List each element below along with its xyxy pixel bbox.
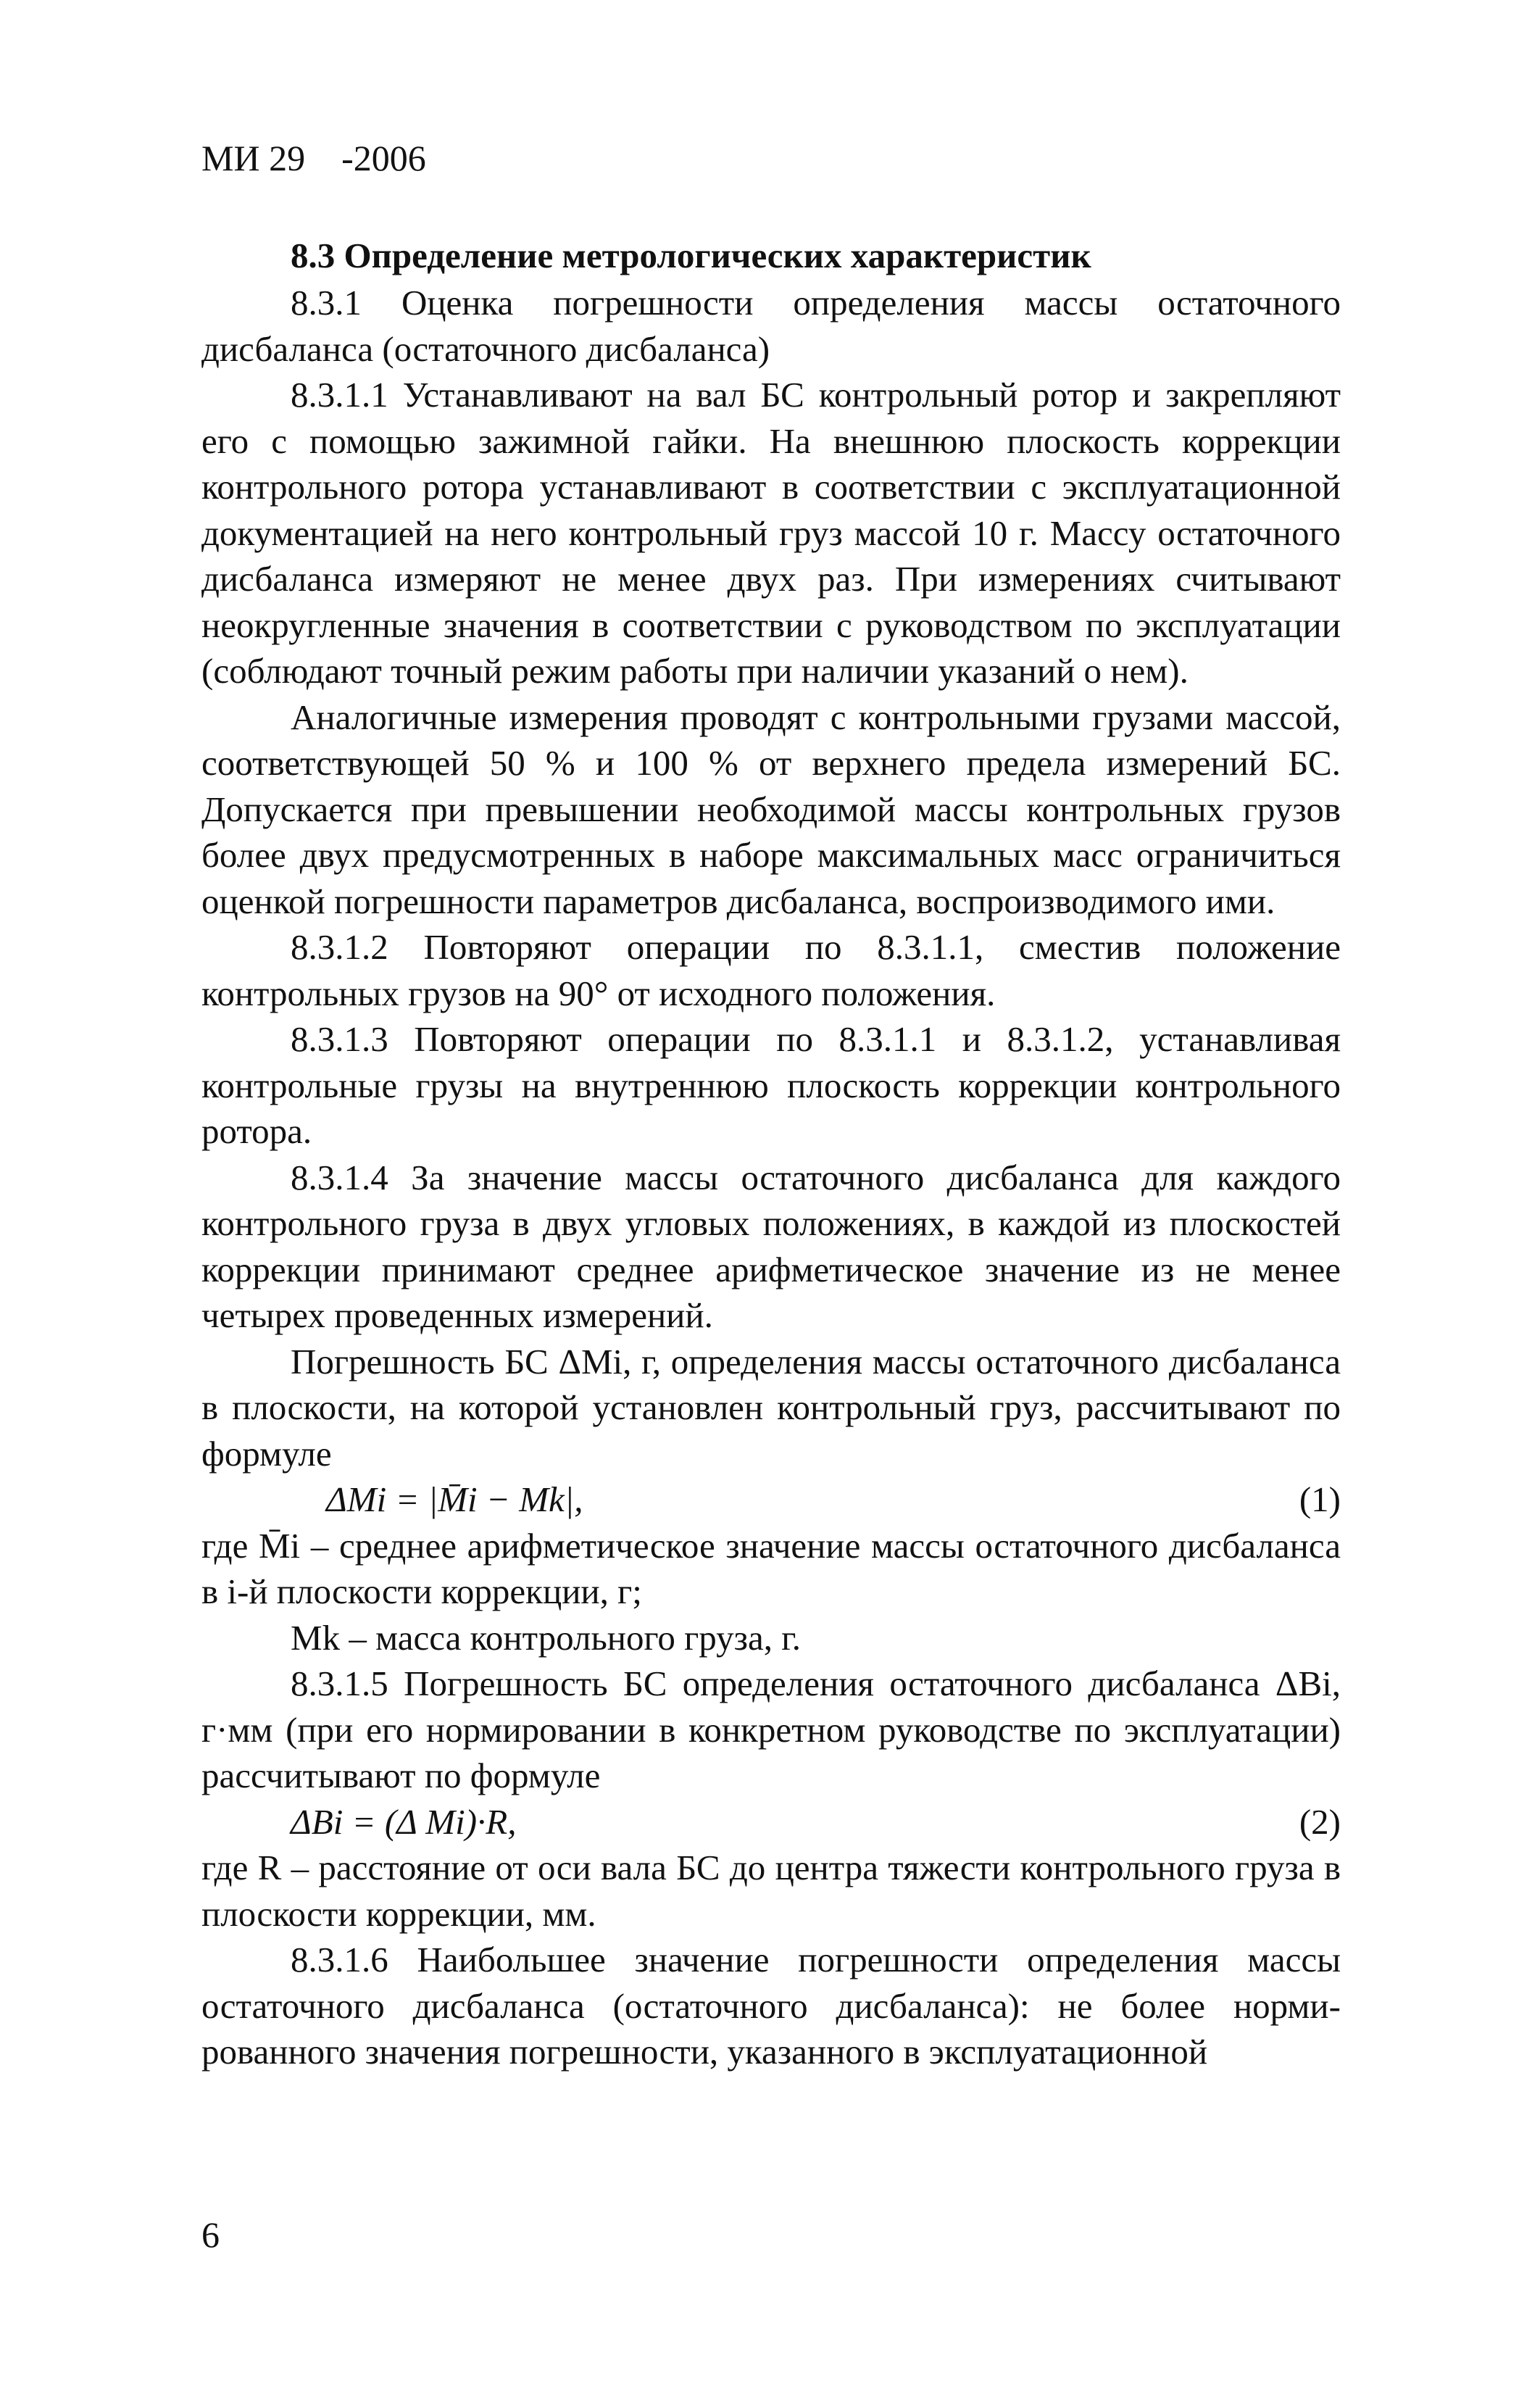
paragraph-8-3-1-5: 8.3.1.5 Погрешность БС определения остаточного дисбаланса ΔBi, г·мм (при его нормировании в конкретном руководстве по эксплуатации) рассчитывают по формуле: [201, 1663, 1341, 1795]
paragraph-8-3-1-4: 8.3.1.4 За значение массы остаточного дисбаланса для каждого контрольного груза в двух угловых положениях, в каждой из плоскостей коррекции принимают среднее арифметическое значение из не менее четырех проведенных измерений.: [201, 1157, 1341, 1335]
paragraph-8-3-1-1: 8.3.1.1 Устанавливают на вал БС контрольный ротор и закрепляют его с помощью зажимной гайки. На внешнюю плоскость коррекции контрольного ротора устанавливают в соответствии с эксплуатационной документацией на него контрольный груз массой 10 г. Массу остаточного дисбаланса измеряют не менее двух раз. При измерениях считывают неокругленные значения в соответствии с руководством по эксплуатации (соблюдают точный режим работы при наличии указаний о нем).: [201, 375, 1341, 691]
formula-1-number: (1): [1299, 1479, 1341, 1519]
paragraph-error-intro: Погрешность БС ΔMi, г, определения массы остаточного дисбаланса в плоскости, на которой установлен контрольный груз, рассчитывают по формуле: [201, 1341, 1341, 1474]
formula-2: [201, 1799, 1341, 1845]
formula-2-expression: ΔBi = (Δ Mi)·R,: [291, 1801, 517, 1842]
page-number: 6: [201, 2214, 220, 2255]
paragraph-mk-definition: Mk – масса контрольного груза, г.: [291, 1617, 802, 1658]
formula-1-expression: ΔMi = |M̄i − Mk|,: [326, 1479, 583, 1519]
paragraph-8-3-1: 8.3.1 Оценка погрешности определения массы остаточного дисбаланса (остаточного дисбаланса): [201, 283, 1341, 369]
body-text: [201, 232, 1341, 2075]
paragraph-8-3-1-6: 8.3.1.6 Наибольшее значение погрешности определения массы остаточного дисбаланса (остаточного дисбаланса): не более нормированного значения погрешности, указанного в эксплуатационной: [201, 1940, 1341, 2072]
paragraph-8-3-1-2: 8.3.1.2 Повторяют операции по 8.3.1.1, сместив положение контрольных грузов на 90° от исходного положения.: [201, 927, 1341, 1013]
formula-1: [201, 1476, 1341, 1523]
formula-2-number: (2): [1299, 1801, 1341, 1842]
paragraph-where-r: где R – расстояние от оси вала БС до центра тяжести контрольного груза в плоскости коррекции, мм.: [201, 1848, 1341, 1934]
paragraph-analogous-measurements: Аналогичные измерения проводят с контрольными грузами массой, соответствующей 50 % и 100 % от верхнего предела измерений БС. Допускается при превышении необходимой массы контрольных грузов более двух предусмотренных в наборе максимальных масс ограничиться оценкой погрешности параметров дисбаланса, воспроизводимого ими.: [201, 697, 1341, 921]
document-header: МИ 29 -2006: [201, 138, 426, 178]
section-title: 8.3 Определение метрологических характеристик: [291, 236, 1091, 275]
paragraph-8-3-1-3: 8.3.1.3 Повторяют операции по 8.3.1.1 и 8.3.1.2, устанавливая контрольные грузы на внутреннюю плоскость коррекции контрольного ротора.: [201, 1019, 1341, 1151]
paragraph-where-mean: где M̄i – среднее арифметическое значение массы остаточного дисбаланса в i-й плоскости коррекции, г;: [201, 1525, 1341, 1611]
